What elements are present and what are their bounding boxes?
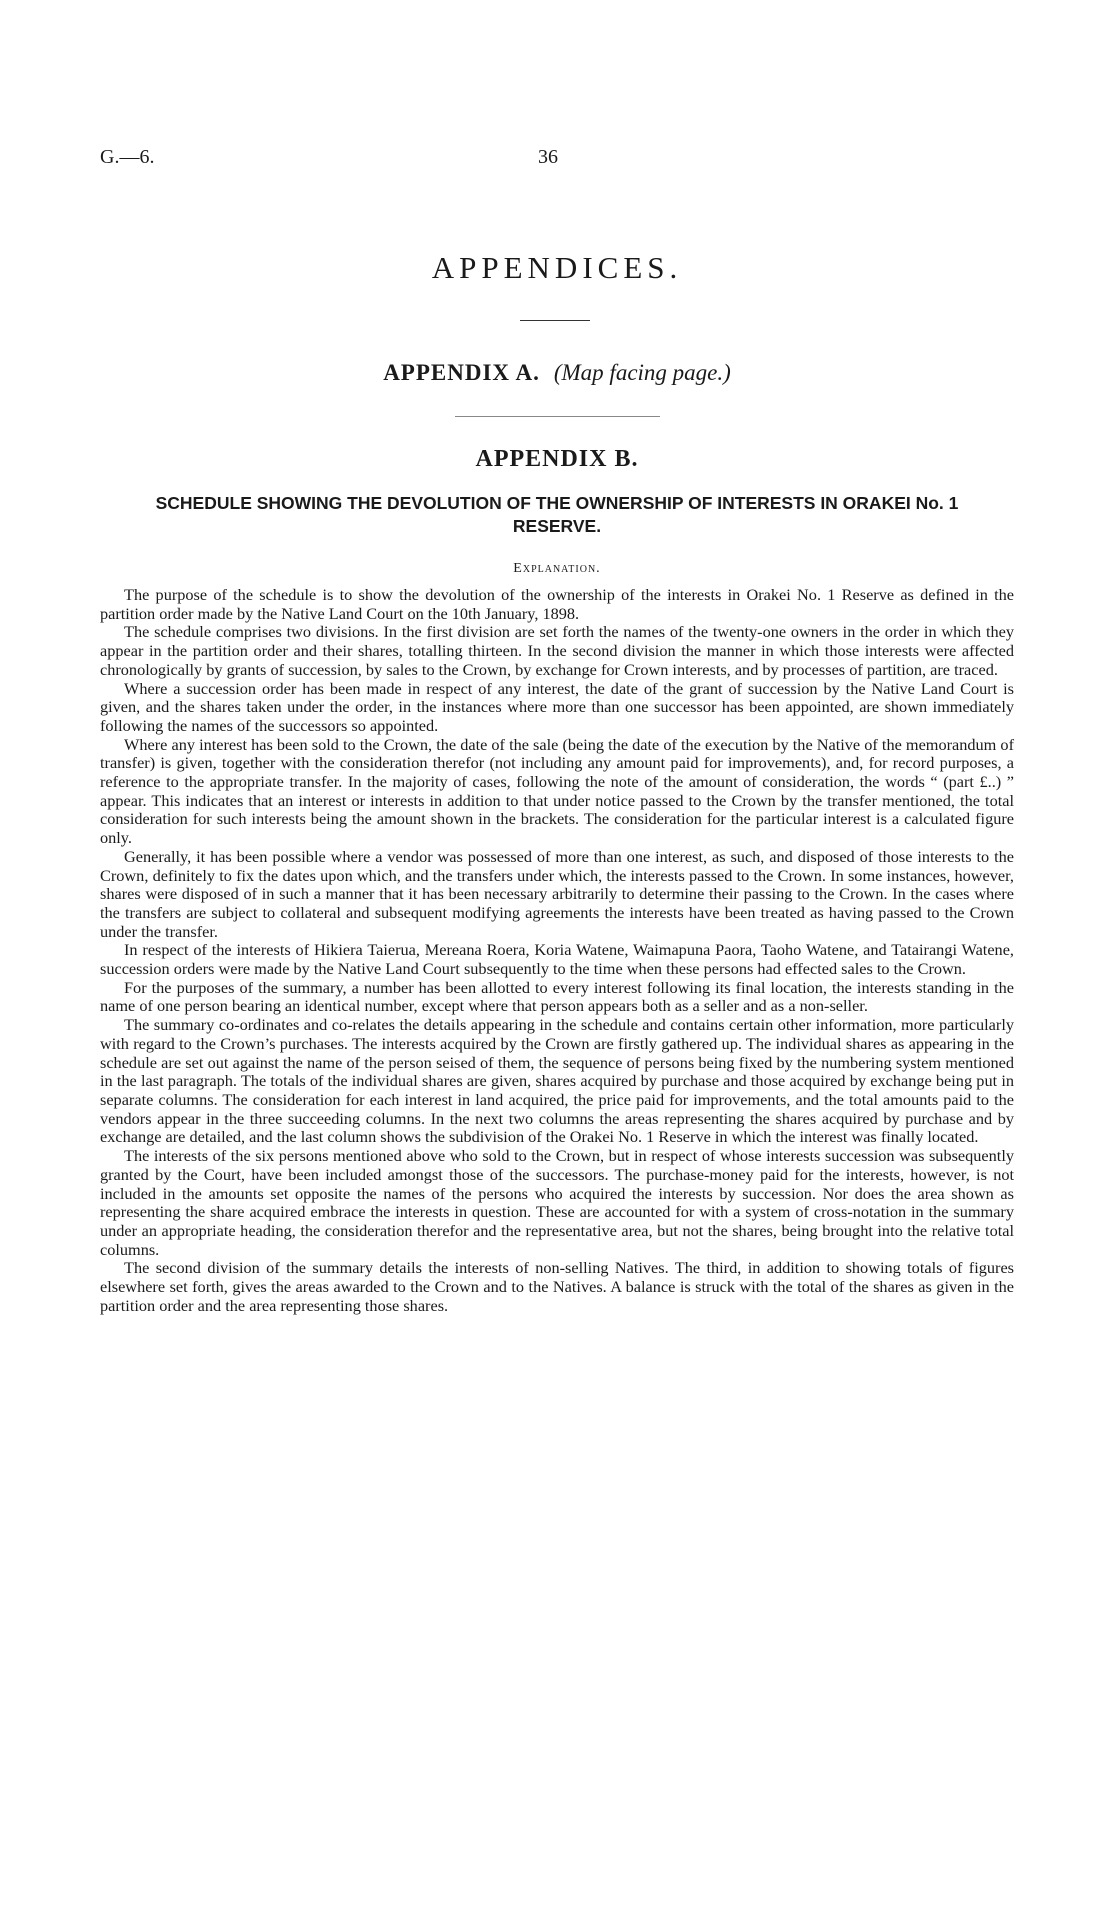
appendix-a-label: APPENDIX A. [383, 360, 540, 385]
explanation-body [100, 586, 1014, 1315]
paragraph: The summary co-ordinates and co-relates the details appearing in the schedule and contains certain other information, more particularly with regard to the Crown’s purchases. The interests acquired by the Crown are firstly gathered up. The individual shares as appearing in the schedule are set out against the name of the person seised of them, the sequence of persons being fixed by the numbering system mentioned in the last paragraph. The totals of the individual shares are given, shares acquired by purchase and those acquired by exchange being put in separate columns. The consideration for each interest in land acquired, the price paid for improvements, and the total amounts paid to the vendors appear in the three succeeding columns. In the next two columns the areas representing the shares acquired by purchase and by exchange are detailed, and the last column shows the subdivision of the Orakei No. 1 Reserve in which the interest was finally located. [100, 1015, 1014, 1147]
paragraph: The second division of the summary details the interests of non-selling Natives. The third, in addition to showing totals of figures elsewhere set forth, gives the areas awarded to the Crown and to the Natives. A balance is struck with the total of the shares as given in the partition order and the area representing those shares. [100, 1258, 1014, 1315]
report-code: G.—6. [100, 146, 155, 168]
paragraph: Where any interest has been sold to the Crown, the date of the sale (being the date of the execution by the Native of the memorandum of transfer) is given, together with the consideration therefor (not including any amount paid for improvements), and, for record purposes, a reference to the appropriate transfer. In the majority of cases, following the note of the amount of consideration, the words “ (part £..) ” appear. This indicates that an interest or interests in addition to that under notice passed to the Crown by the transfer mentioned, the total consideration for such interests being the amount shown in the brackets. The consideration for the particular interest is a calculated figure only. [100, 734, 1014, 848]
appendix-a-heading [0, 360, 1114, 386]
explanation-heading: Explanation. [513, 561, 601, 576]
paragraph: In respect of the interests of Hikiera Taierua, Mereana Roera, Koria Watene, Waimapuna Paora, Taoho Watene, and Tatairangi Watene, succession orders were made by the Native Land Court subsequently to the time when these persons had effected sales to the Crown. [100, 940, 1014, 979]
title-divider [520, 320, 590, 321]
paragraph: For the purposes of the summary, a number has been allotted to every interest following its final location, the interests standing in the name of one person bearing an identical number, except where that person appears both as a seller and as a non-seller. [100, 977, 1014, 1016]
page-title: APPENDICES. [431, 250, 683, 285]
section-divider [455, 416, 660, 417]
paragraph: The purpose of the schedule is to show the devolution of the ownership of the interests in Orakei No. 1 Reserve as defined in the partition order made by the Native Land Court on the 10th January, 1898. [100, 585, 1014, 623]
paragraph: Where a succession order has been made in respect of any interest, the date of the grant of succession by the Native Land Court is given, and the shares taken under the order, in the instances where more than one successor has been appointed, are shown immediately following the names of the successors so appointed. [100, 678, 1014, 735]
schedule-title: SCHEDULE SHOWING THE DEVOLUTION OF THE OWNERSHIP OF INTERESTS IN ORAKEI No. 1 RESERVE. [155, 493, 959, 536]
paragraph: Generally, it has been possible where a vendor was possessed of more than one interest, as such, and disposed of those interests to the Crown, definitely to fix the dates upon which, and the transfers under which, the interests passed to the Crown. In some instances, however, shares were disposed of in such a manner that it has been necessary arbitrarily to determine their passing to the Crown. In the cases where the transfers are subject to collateral and subsequent modifying agreements the interests have been treated as having passed to the Crown under the transfer. [100, 846, 1014, 941]
appendix-b-heading: APPENDIX B. [475, 446, 639, 472]
paragraph: The schedule comprises two divisions. In the first division are set forth the names of the twenty-one owners in the order in which they appear in the partition order and their shares, totalling thirteen. In the second division the manner in which those interests were affected chronologically by grants of succession, by sales to the Crown, by exchange for Crown interests, and by processes of partition, are traced. [100, 622, 1014, 679]
appendix-a-note: (Map facing page.) [553, 360, 731, 385]
paragraph: The interests of the six persons mentioned above who sold to the Crown, but in respect of whose interests succession was subsequently granted by the Court, have been included amongst those of the successors. The purchase-money paid for the interests, however, is not included in the amounts set opposite the names of the persons who acquired the interests by succession. Nor does the area shown as representing the share acquired embrace the interests in question. These are accounted for with a system of cross-notation in the summary under an appropriate heading, the consideration therefor and the representative area, but not the shares, being brought into the relative total columns. [100, 1146, 1014, 1259]
page-number: 36 [538, 146, 558, 168]
